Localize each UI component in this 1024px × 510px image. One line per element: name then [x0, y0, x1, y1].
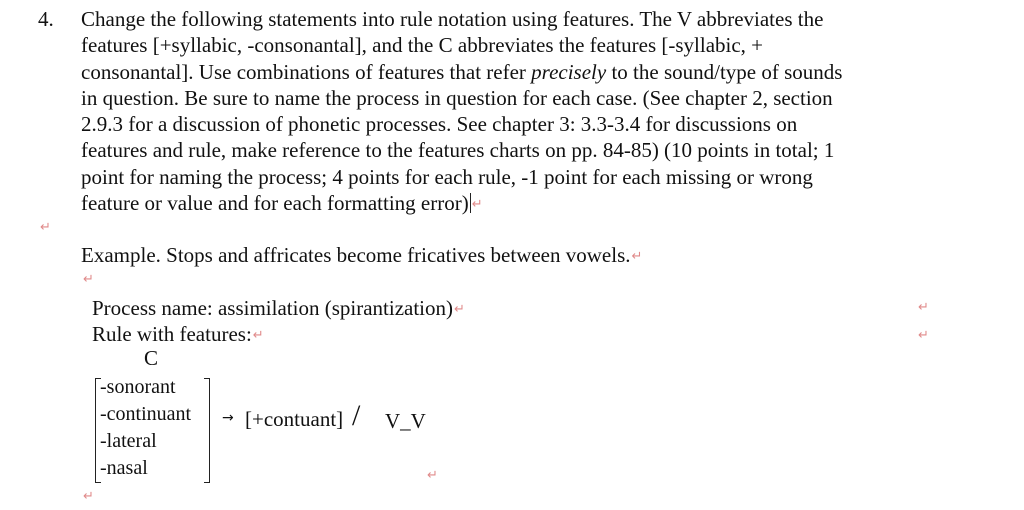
- feature-matrix: [100, 374, 191, 482]
- question-text[interactable]: [81, 6, 842, 218]
- paragraph-mark-icon: ↵: [40, 220, 51, 235]
- question-line-3-end: to the sound/type of sounds: [606, 59, 843, 84]
- feature-matrix-right-bracket: [204, 378, 210, 483]
- question-line-5: 2.9.3 for a discussion of phonetic processes. See chapter 3: 3.3-3.4 for discussions on: [81, 112, 798, 137]
- paragraph-mark-icon: ↵: [631, 249, 643, 264]
- feature-continuant: -continuant: [100, 403, 192, 425]
- environment-slash: /: [352, 399, 361, 432]
- paragraph-mark-icon: ↵: [471, 197, 483, 213]
- question-line-7: point for naming the process; 4 points for each rule, -1 point for each missing or wrong: [81, 164, 813, 189]
- paragraph-mark-icon: ↵: [918, 328, 929, 343]
- example-line: [81, 242, 642, 270]
- question-number: 4.: [38, 7, 54, 31]
- emphasis-precisely: precisely: [531, 59, 607, 84]
- feature-lateral: -lateral: [100, 430, 157, 452]
- rule-label-line: [92, 321, 264, 349]
- question-line-6: features and rule, make reference to the features charts on pp. 84-85) (10 points in total; 1: [81, 138, 835, 163]
- paragraph-mark-icon: ↵: [83, 272, 94, 287]
- question-line-2: features [+syllabic, -consonantal], and the C abbreviates the features [-syllabic, +: [81, 33, 764, 58]
- rule-output: [+contuant]: [245, 407, 344, 431]
- question-line-8-text: feature or value and for each formatting error): [81, 191, 469, 216]
- feature-nasal: -nasal: [100, 457, 148, 479]
- rule-environment: V_V: [385, 409, 426, 433]
- question-line-3: [81, 59, 842, 85]
- feature-sonorant: -sonorant: [100, 376, 176, 398]
- example-text: Example. Stops and affricates become fricatives between vowels.: [81, 243, 631, 267]
- question-line-1: Change the following statements into rule notation using features. The V abbreviates the: [81, 7, 824, 31]
- paragraph-mark-icon: ↵: [427, 468, 438, 483]
- paragraph-mark-icon: ↵: [252, 328, 264, 343]
- paragraph-mark-icon: ↵: [454, 302, 465, 317]
- rule-arrow: →: [222, 410, 234, 426]
- question-line-3-start: consonantal]. Use combinations of features that refer: [81, 59, 532, 84]
- paragraph-mark-icon: ↵: [918, 300, 929, 315]
- consonant-class-symbol: C: [144, 346, 159, 370]
- paragraph-mark-icon: ↵: [83, 489, 94, 504]
- question-line-4: in question. Be sure to name the process in question for each case. (See chapter 2, section: [81, 85, 833, 110]
- process-name-line: [92, 295, 465, 323]
- rule-label: Rule with features:: [92, 322, 252, 346]
- process-name: Process name: assimilation (spirantization): [92, 296, 453, 320]
- question-line-8: [81, 190, 842, 218]
- text-cursor: [470, 193, 471, 213]
